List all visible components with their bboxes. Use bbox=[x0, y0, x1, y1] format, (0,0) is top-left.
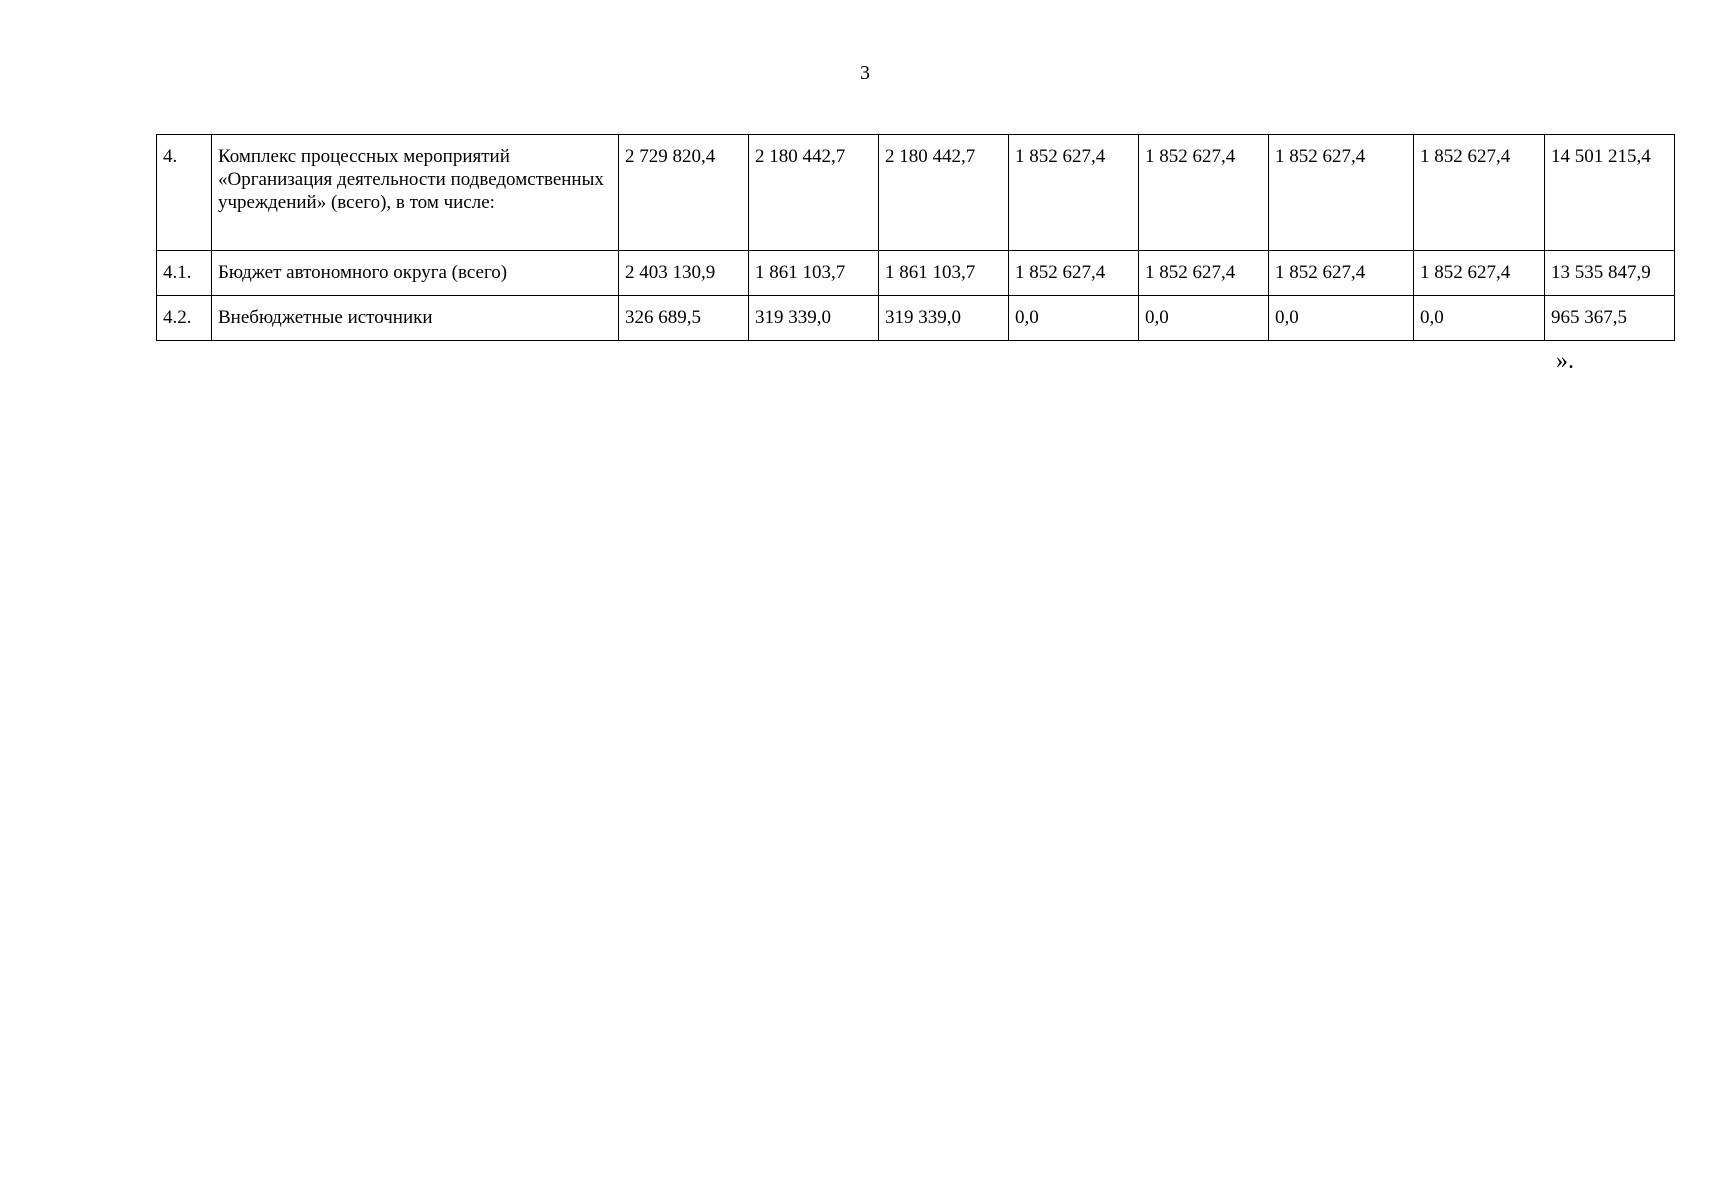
row-number: 4.1. bbox=[157, 251, 212, 296]
table-row bbox=[157, 135, 1675, 251]
value-cell: 1 852 627,4 bbox=[1414, 135, 1545, 251]
budget-table bbox=[156, 134, 1675, 341]
value-cell: 1 852 627,4 bbox=[1269, 251, 1414, 296]
value-cell: 1 861 103,7 bbox=[749, 251, 879, 296]
value-cell: 0,0 bbox=[1269, 296, 1414, 341]
value-cell: 0,0 bbox=[1139, 296, 1269, 341]
row-number: 4.2. bbox=[157, 296, 212, 341]
value-cell: 319 339,0 bbox=[749, 296, 879, 341]
value-cell: 1 861 103,7 bbox=[879, 251, 1009, 296]
table-row bbox=[157, 296, 1675, 341]
row-name: Внебюджетные источники bbox=[212, 296, 619, 341]
total-cell: 13 535 847,9 bbox=[1545, 251, 1675, 296]
value-cell: 0,0 bbox=[1009, 296, 1139, 341]
value-cell: 2 403 130,9 bbox=[619, 251, 749, 296]
value-cell: 1 852 627,4 bbox=[1139, 135, 1269, 251]
value-cell: 1 852 627,4 bbox=[1009, 251, 1139, 296]
value-cell: 1 852 627,4 bbox=[1139, 251, 1269, 296]
value-cell: 1 852 627,4 bbox=[1269, 135, 1414, 251]
value-cell: 326 689,5 bbox=[619, 296, 749, 341]
value-cell: 319 339,0 bbox=[879, 296, 1009, 341]
page-number: 3 bbox=[860, 62, 870, 84]
row-name: Комплекс процессных мероприятий «Организация деятельности подведомственных учреждений» (всего), в том числе: bbox=[212, 135, 619, 251]
value-cell: 2 180 442,7 bbox=[879, 135, 1009, 251]
value-cell: 2 729 820,4 bbox=[619, 135, 749, 251]
total-cell: 965 367,5 bbox=[1545, 296, 1675, 341]
table-row bbox=[157, 251, 1675, 296]
total-cell: 14 501 215,4 bbox=[1545, 135, 1675, 251]
row-number: 4. bbox=[157, 135, 212, 251]
value-cell: 2 180 442,7 bbox=[749, 135, 879, 251]
row-name: Бюджет автономного округа (всего) bbox=[212, 251, 619, 296]
value-cell: 1 852 627,4 bbox=[1414, 251, 1545, 296]
closing-quote: ». bbox=[1556, 348, 1574, 374]
value-cell: 1 852 627,4 bbox=[1009, 135, 1139, 251]
value-cell: 0,0 bbox=[1414, 296, 1545, 341]
